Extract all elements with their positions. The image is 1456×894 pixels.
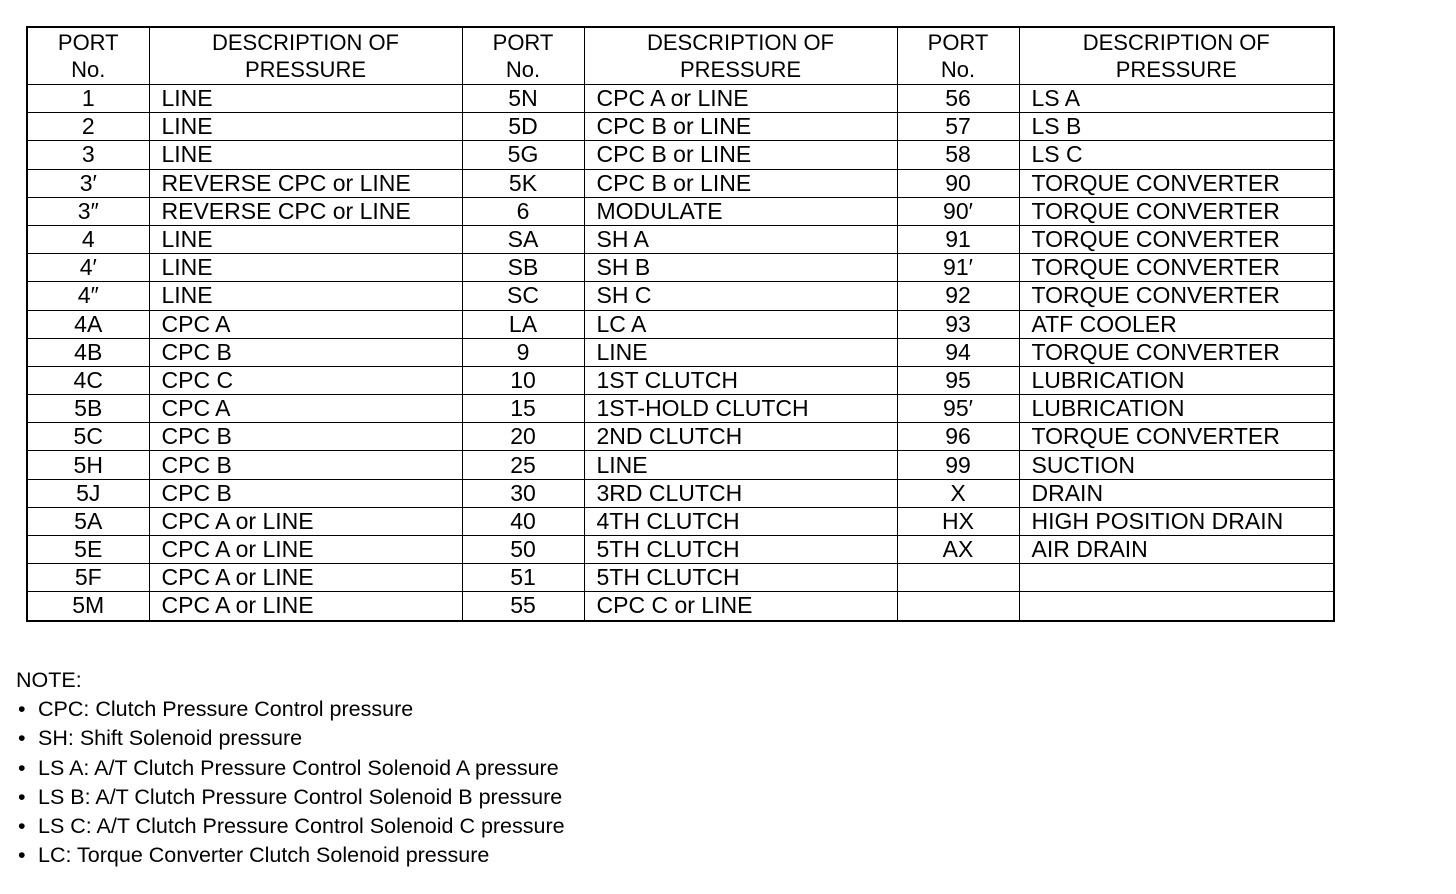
table-row (27, 564, 1334, 592)
pressure-description-cell: LINE (584, 451, 897, 479)
port-number-cell: 93 (897, 310, 1019, 338)
port-number-cell: HX (897, 507, 1019, 535)
port-number-cell: 4A (27, 310, 149, 338)
pressure-description-cell: CPC A (149, 310, 462, 338)
note-text: CPC: Clutch Pressure Control pressure (38, 697, 414, 722)
pressure-description-cell: DRAIN (1019, 479, 1334, 507)
pressure-description-cell: CPC A or LINE (149, 564, 462, 592)
port-number-cell: 4B (27, 338, 149, 366)
table-row (27, 197, 1334, 225)
pressure-description-cell: CPC A or LINE (149, 536, 462, 564)
port-number-cell: 90′ (897, 197, 1019, 225)
port-number-cell: AX (897, 536, 1019, 564)
pressure-description-cell: LINE (149, 113, 462, 141)
note-item (16, 841, 565, 870)
port-number-cell: 40 (462, 507, 584, 535)
port-number-cell: 5F (27, 564, 149, 592)
header-description-3: DESCRIPTION OF PRESSURE (1019, 27, 1334, 85)
pressure-description-cell: LC A (584, 310, 897, 338)
pressure-description-cell: LS B (1019, 113, 1334, 141)
pressure-description-cell: CPC A or LINE (149, 507, 462, 535)
table-row (27, 507, 1334, 535)
header-description-1: DESCRIPTION OF PRESSURE (149, 27, 462, 85)
port-number-cell: SB (462, 254, 584, 282)
pressure-description-cell: CPC B or LINE (584, 169, 897, 197)
table-row (27, 536, 1334, 564)
pressure-description-cell: CPC A (149, 395, 462, 423)
port-number-cell: 50 (462, 536, 584, 564)
bullet-icon: • (18, 843, 26, 868)
table-row (27, 451, 1334, 479)
port-number-cell: 5E (27, 536, 149, 564)
pressure-description-cell: MODULATE (584, 197, 897, 225)
pressure-description-cell: LINE (149, 85, 462, 113)
pressure-description-cell (1019, 592, 1334, 621)
pressure-description-cell: LINE (584, 338, 897, 366)
port-number-cell: 99 (897, 451, 1019, 479)
port-number-cell: SC (462, 282, 584, 310)
pressure-description-cell: 1ST-HOLD CLUTCH (584, 395, 897, 423)
port-number-cell: 3 (27, 141, 149, 169)
port-number-cell: 3′ (27, 169, 149, 197)
port-number-cell: 95′ (897, 395, 1019, 423)
table-row (27, 169, 1334, 197)
pressure-description-cell: REVERSE CPC or LINE (149, 169, 462, 197)
port-number-cell: 5H (27, 451, 149, 479)
port-number-cell: 20 (462, 423, 584, 451)
port-number-cell: 4″ (27, 282, 149, 310)
port-number-cell: 58 (897, 141, 1019, 169)
bullet-icon: • (18, 726, 26, 751)
pressure-description-cell: HIGH POSITION DRAIN (1019, 507, 1334, 535)
pressure-description-cell: LINE (149, 282, 462, 310)
pressure-description-cell: LUBRICATION (1019, 366, 1334, 394)
pressure-description-cell: CPC A or LINE (149, 592, 462, 621)
bullet-icon: • (18, 814, 26, 839)
port-number-cell: 51 (462, 564, 584, 592)
port-number-cell: 95 (897, 366, 1019, 394)
pressure-description-cell: 3RD CLUTCH (584, 479, 897, 507)
port-number-cell: 6 (462, 197, 584, 225)
port-number-cell: 56 (897, 85, 1019, 113)
port-number-cell: X (897, 479, 1019, 507)
notes-section (16, 666, 565, 870)
port-number-cell: 91 (897, 225, 1019, 253)
pressure-description-cell: CPC B or LINE (584, 141, 897, 169)
table-row (27, 85, 1334, 113)
table-row (27, 310, 1334, 338)
port-number-cell: 90 (897, 169, 1019, 197)
table-row (27, 338, 1334, 366)
port-number-cell: 3″ (27, 197, 149, 225)
pressure-description-cell: LS A (1019, 85, 1334, 113)
pressure-description-cell: CPC B or LINE (584, 113, 897, 141)
pressure-description-cell: TORQUE CONVERTER (1019, 197, 1334, 225)
header-port-no-3: PORT No. (897, 27, 1019, 85)
note-text: LS A: A/T Clutch Pressure Control Solenoid A pressure (38, 755, 559, 780)
table-row (27, 225, 1334, 253)
pressure-description-cell: CPC C (149, 366, 462, 394)
pressure-description-cell: 5TH CLUTCH (584, 536, 897, 564)
header-port-no-2: PORT No. (462, 27, 584, 85)
note-text: LC: Torque Converter Clutch Solenoid pressure (38, 843, 490, 868)
port-number-cell: 25 (462, 451, 584, 479)
pressure-description-cell: 5TH CLUTCH (584, 564, 897, 592)
port-number-cell: 5J (27, 479, 149, 507)
pressure-description-cell: LUBRICATION (1019, 395, 1334, 423)
port-number-cell: 94 (897, 338, 1019, 366)
port-number-cell: 5M (27, 592, 149, 621)
port-number-cell: 91′ (897, 254, 1019, 282)
pressure-description-cell: SUCTION (1019, 451, 1334, 479)
notes-list (16, 695, 565, 870)
port-number-cell: 5K (462, 169, 584, 197)
pressure-description-cell: AIR DRAIN (1019, 536, 1334, 564)
port-number-cell: 5A (27, 507, 149, 535)
port-number-cell: 4′ (27, 254, 149, 282)
pressure-description-cell: LINE (149, 254, 462, 282)
note-text: LS C: A/T Clutch Pressure Control Solenoid C pressure (38, 814, 565, 839)
pressure-description-cell (1019, 564, 1334, 592)
bullet-icon: • (18, 755, 26, 780)
port-number-cell: 9 (462, 338, 584, 366)
pressure-description-cell: CPC B (149, 338, 462, 366)
pressure-description-cell: SH B (584, 254, 897, 282)
pressure-description-cell: TORQUE CONVERTER (1019, 338, 1334, 366)
table-row (27, 141, 1334, 169)
pressure-description-cell: 4TH CLUTCH (584, 507, 897, 535)
port-number-cell: 15 (462, 395, 584, 423)
table-header-row (27, 27, 1334, 85)
table-row (27, 254, 1334, 282)
bullet-icon: • (18, 784, 26, 809)
table-row (27, 366, 1334, 394)
port-number-cell: 57 (897, 113, 1019, 141)
port-number-cell: 5C (27, 423, 149, 451)
port-number-cell: 5N (462, 85, 584, 113)
pressure-description-cell: CPC B (149, 451, 462, 479)
port-number-cell: 55 (462, 592, 584, 621)
port-number-cell: 1 (27, 85, 149, 113)
header-description-2: DESCRIPTION OF PRESSURE (584, 27, 897, 85)
pressure-description-cell: LINE (149, 141, 462, 169)
pressure-description-cell: 1ST CLUTCH (584, 366, 897, 394)
header-port-no-1: PORT No. (27, 27, 149, 85)
port-number-cell: 5B (27, 395, 149, 423)
pressure-description-cell: CPC B (149, 479, 462, 507)
pressure-description-cell: SH C (584, 282, 897, 310)
note-item (16, 783, 565, 812)
port-pressure-table (26, 26, 1335, 622)
port-number-cell: 92 (897, 282, 1019, 310)
pressure-description-cell: TORQUE CONVERTER (1019, 254, 1334, 282)
table-row (27, 423, 1334, 451)
note-item (16, 724, 565, 753)
pressure-description-cell: CPC B (149, 423, 462, 451)
port-number-cell: 2 (27, 113, 149, 141)
port-number-cell (897, 564, 1019, 592)
note-text: LS B: A/T Clutch Pressure Control Solenoid B pressure (38, 784, 563, 809)
port-number-cell (897, 592, 1019, 621)
port-number-cell: 96 (897, 423, 1019, 451)
port-number-cell: 10 (462, 366, 584, 394)
pressure-description-cell: 2ND CLUTCH (584, 423, 897, 451)
pressure-description-cell: LINE (149, 225, 462, 253)
port-number-cell: 30 (462, 479, 584, 507)
port-number-cell: LA (462, 310, 584, 338)
table-row (27, 592, 1334, 621)
port-number-cell: SA (462, 225, 584, 253)
pressure-description-cell: REVERSE CPC or LINE (149, 197, 462, 225)
table-row (27, 395, 1334, 423)
notes-title: NOTE: (16, 668, 82, 692)
note-item (16, 812, 565, 841)
pressure-description-cell: TORQUE CONVERTER (1019, 169, 1334, 197)
pressure-description-cell: CPC C or LINE (584, 592, 897, 621)
port-number-cell: 5D (462, 113, 584, 141)
table-row (27, 479, 1334, 507)
note-text: SH: Shift Solenoid pressure (38, 726, 303, 751)
note-item (16, 754, 565, 783)
pressure-description-cell: CPC A or LINE (584, 85, 897, 113)
port-number-cell: 4C (27, 366, 149, 394)
pressure-description-cell: ATF COOLER (1019, 310, 1334, 338)
port-number-cell: 5G (462, 141, 584, 169)
note-item (16, 695, 565, 724)
table-row (27, 113, 1334, 141)
table-row (27, 282, 1334, 310)
table-body (27, 85, 1334, 621)
port-number-cell: 4 (27, 225, 149, 253)
pressure-description-cell: LS C (1019, 141, 1334, 169)
bullet-icon: • (18, 697, 26, 722)
pressure-description-cell: TORQUE CONVERTER (1019, 282, 1334, 310)
pressure-description-cell: TORQUE CONVERTER (1019, 423, 1334, 451)
pressure-description-cell: TORQUE CONVERTER (1019, 225, 1334, 253)
pressure-description-cell: SH A (584, 225, 897, 253)
